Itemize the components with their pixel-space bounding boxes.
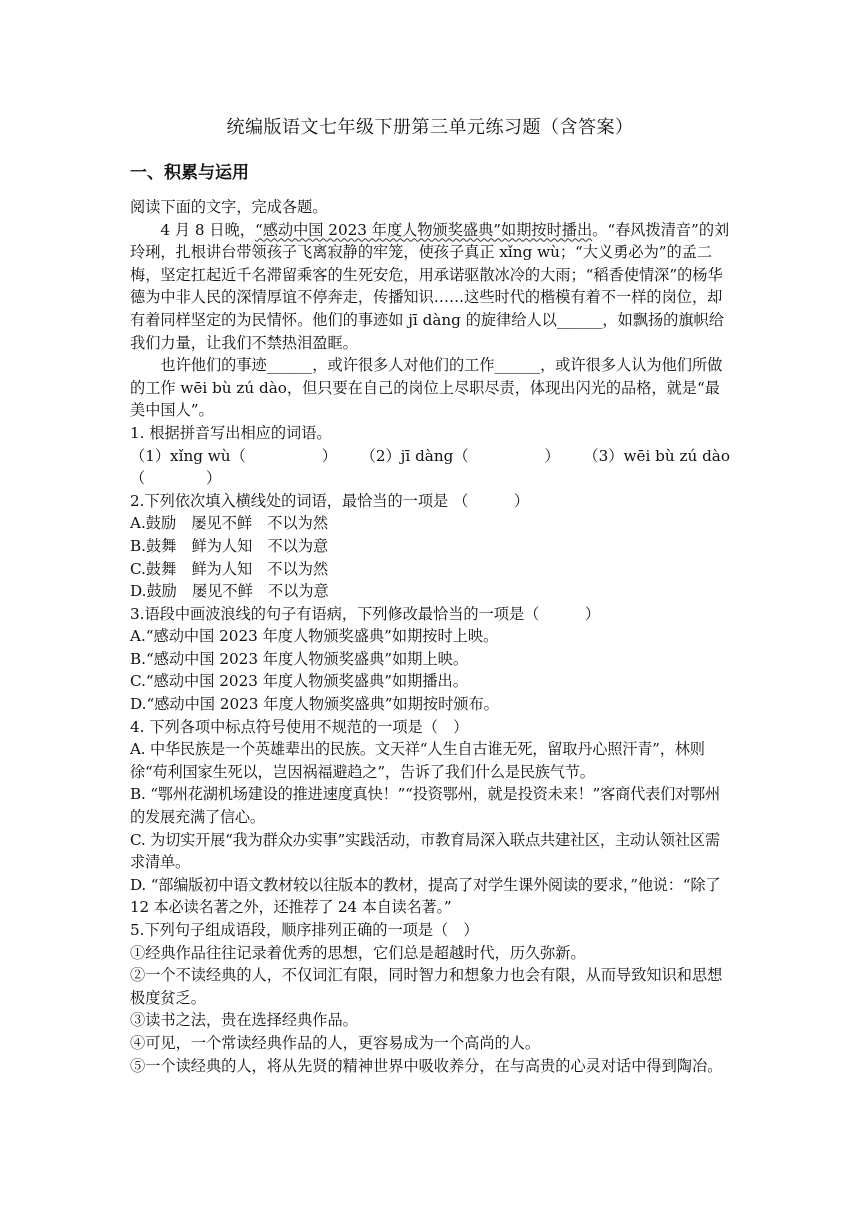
question-2-stem: 2.下列依次填入横线处的词语，最恰当的一项是 （ ）: [130, 491, 530, 510]
pinyin-item-2: （2）jī dàng（ ）: [360, 446, 560, 465]
question-4-option-a: A. 中华民族是一个英雄辈出的民族。文天祥“人生自古谁无死，留取丹心照汗青”，林则徐“苟利国家生死以，岂因祸福避趋之”，告诉了我们什么是民族气节。: [130, 740, 705, 781]
reading-instruction: 阅读下面的文字，完成各题。: [130, 198, 328, 216]
question-2-option-d: D.鼓励 屡见不鲜 不以为意: [130, 582, 329, 601]
question-5-sentence-2: ②一个不读经典的人，不仅词汇有限，同时智力和想象力也会有限，从而导致知识和思想极度贫乏。: [130, 966, 723, 1007]
passage-text-rest: 。“春风拨清音”的刘玲琍，扎根讲台带领孩子飞离寂静的牢笼，使孩子真正 xǐng wù；“大义勇必为”的孟二梅，坚定扛起近千名滞留乘客的生死安危，用承诺驱散冰冷的大雨；“稻香使情深”的杨华德为中非人民的深情厚谊不停奔走，传播知识……这些时代的楷模有着不一样的岗位，却有着同样坚定的为民情怀。他们的事迹如 jī dàng 的旋律给人以______，如飘扬的旗帜给我们力量，让我们不禁热泪盈眶。: [130, 220, 730, 352]
question-4-option-d: D. “部编版初中语文教材较以往版本的教材，提高了对学生课外阅读的要求，”他说：“除了 12 本必读名著之外，还推荐了 24 本自读名著。”: [130, 875, 721, 917]
pinyin-item-3-blank: （ ）: [130, 469, 222, 488]
question-5-sentence-1: ①经典作品往往记录着优秀的思想，它们总是超越时代，历久弥新。: [130, 943, 586, 962]
question-5-stem: 5.下列句子组成语段，顺序排列正确的一项是（ ）: [130, 921, 479, 939]
document-page: [130, 110, 730, 1077]
question-3-option-d: D.“感动中国 2023 年度人物颁奖盛典”如期按时颁布。: [130, 695, 499, 714]
question-4-option-c: C. 为切实开展“我为群众办实事”实践活动，市教育局深入联点共建社区，主动认领社区需求清单。: [130, 830, 720, 872]
passage-paragraph-1: [130, 219, 730, 355]
question-5-sentence-5: ⑤一个读经典的人，将从先贤的精神世界中吸收养分，在与高贵的心灵对话中得到陶冶。: [130, 1056, 723, 1075]
question-5-sentence-3: ③读书之法，贵在选择经典作品。: [130, 1011, 358, 1030]
question-2-option-a: A.鼓励 屡见不鲜 不以为然: [130, 514, 329, 533]
passage-text-start: 4 月 8 日晚，: [160, 220, 255, 239]
question-5-sentence-4: ④可见，一个常读经典作品的人，更容易成为一个高尚的人。: [130, 1033, 541, 1052]
pinyin-item-3: （3）wēi bù zú dào: [583, 446, 730, 465]
question-1-stem: 1. 根据拼音写出相应的词语。: [130, 423, 332, 442]
passage-paragraph-2: 也许他们的事迹______，或许很多人对他们的工作______，或许很多人认为他们所做的工作 wēi bù zú dào，但只要在自己的岗位上尽职尽责，体现出闪光的品格，就是“最美中国人”。: [130, 356, 723, 420]
pinyin-item-1: （1）xǐng wù（ ）: [130, 446, 337, 465]
question-4-option-b: B. “鄂州花湖机场建设的推进速度真快！”“投资鄂州，就是投资未来！”客商代表们对鄂州的发展充满了信心。: [130, 785, 721, 827]
section-heading: 一、积累与运用: [130, 163, 249, 183]
question-2-option-c: C.鼓舞 鲜为人知 不以为然: [130, 559, 329, 578]
question-3-option-a: A.“感动中国 2023 年度人物颁奖盛典”如期按时上映。: [130, 627, 499, 646]
wavy-underlined-sentence: “感动中国 2023 年度人物颁奖盛典”如期按时播出: [254, 220, 593, 239]
question-4-stem: 4. 下列各项中标点符号使用不规范的一项是（ ）: [130, 717, 469, 736]
question-1-items: [130, 445, 730, 468]
question-3-option-b: B.“感动中国 2023 年度人物颁奖盛典”如期上映。: [130, 649, 469, 668]
question-3-stem: 3.语段中画波浪线的句子有语病，下列修改最恰当的一项是（ ）: [130, 604, 601, 623]
question-3-option-c: C.“感动中国 2023 年度人物颁奖盛典”如期播出。: [130, 672, 468, 691]
question-2-option-b: B.鼓舞 鲜为人知 不以为意: [130, 536, 329, 555]
document-title: 统编版语文七年级下册第三单元练习题（含答案）: [226, 117, 634, 138]
